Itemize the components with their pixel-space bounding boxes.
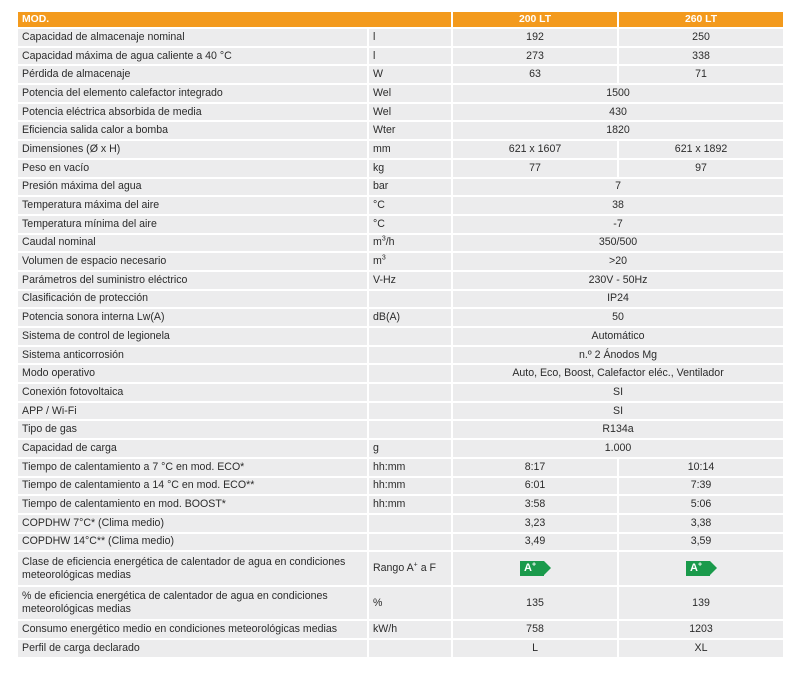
spec-value-shared: 38	[453, 197, 783, 214]
spec-label: Temperatura máxima del aire	[18, 197, 367, 214]
table-row	[18, 160, 783, 177]
spec-label: Tiempo de calentamiento a 7 °C en mod. ECO*	[18, 459, 367, 476]
model-header: MOD.	[18, 12, 451, 27]
table-row	[18, 515, 783, 532]
unit-suffix: /h	[385, 236, 395, 249]
spec-label: Modo operativo	[18, 365, 367, 382]
spec-label: Clase de eficiencia energética de calentador de agua en condiciones meteorológicas medias	[18, 552, 367, 585]
spec-value-260: 139	[619, 587, 783, 620]
unit-suffix: a F	[417, 562, 436, 574]
spec-unit	[369, 384, 451, 401]
spec-value-shared: 1500	[453, 85, 783, 102]
spec-value-shared: 350/500	[453, 235, 783, 252]
spec-unit: V-Hz	[369, 272, 451, 289]
spec-value-shared: SI	[453, 384, 783, 401]
spec-value-200: 758	[453, 621, 617, 638]
table-row	[18, 534, 783, 551]
spec-value-200: 63	[453, 66, 617, 83]
table-row	[18, 587, 783, 620]
spec-label: Pérdida de almacenaje	[18, 66, 367, 83]
table-row	[18, 384, 783, 401]
spec-unit: l	[369, 29, 451, 46]
spec-value-shared: Automático	[453, 328, 783, 345]
spec-value-260: 338	[619, 48, 783, 65]
table-row	[18, 48, 783, 65]
spec-value-200: 621 x 1607	[453, 141, 617, 158]
table-row	[18, 291, 783, 308]
specifications-table	[16, 10, 785, 659]
table-row	[18, 85, 783, 102]
table-row	[18, 365, 783, 382]
spec-value-shared: 1820	[453, 122, 783, 139]
spec-unit	[369, 421, 451, 438]
spec-unit	[369, 347, 451, 364]
spec-value-200: 135	[453, 587, 617, 620]
energy-class-letter: A	[690, 562, 698, 574]
spec-value-shared: 7	[453, 179, 783, 196]
table-row	[18, 197, 783, 214]
spec-label: Tiempo de calentamiento a 14 °C en mod. ECO**	[18, 478, 367, 495]
spec-label: Tipo de gas	[18, 421, 367, 438]
energy-class-plus: +	[531, 561, 537, 569]
spec-value-shared: >20	[453, 253, 783, 270]
table-row	[18, 29, 783, 46]
table-row	[18, 640, 783, 657]
spec-label: Presión máxima del agua	[18, 179, 367, 196]
spec-label: Peso en vacío	[18, 160, 367, 177]
spec-unit: Wel	[369, 85, 451, 102]
energy-class-badge	[686, 561, 710, 576]
spec-unit: hh:mm	[369, 478, 451, 495]
spec-unit: l	[369, 48, 451, 65]
spec-value-260: 1203	[619, 621, 783, 638]
spec-label: Perfil de carga declarado	[18, 640, 367, 657]
spec-value-shared: Auto, Eco, Boost, Calefactor eléc., Ventilador	[453, 365, 783, 382]
table-row	[18, 253, 783, 270]
spec-unit	[369, 253, 451, 270]
spec-unit: Wel	[369, 104, 451, 121]
spec-unit	[369, 515, 451, 532]
table-row	[18, 235, 783, 252]
table-row	[18, 179, 783, 196]
spec-value-shared: 1.000	[453, 440, 783, 457]
spec-unit: kg	[369, 160, 451, 177]
spec-unit: Wter	[369, 122, 451, 139]
unit-superscript: +	[413, 561, 418, 569]
table-body	[18, 29, 783, 657]
spec-value-260: 71	[619, 66, 783, 83]
spec-unit	[369, 640, 451, 657]
table-row	[18, 621, 783, 638]
spec-label: Capacidad de carga	[18, 440, 367, 457]
spec-value-260: 10:14	[619, 459, 783, 476]
spec-value-shared: SI	[453, 403, 783, 420]
table-row	[18, 122, 783, 139]
spec-label: Parámetros del suministro eléctrico	[18, 272, 367, 289]
table-row	[18, 141, 783, 158]
spec-unit: kW/h	[369, 621, 451, 638]
spec-value-200: 77	[453, 160, 617, 177]
spec-unit	[369, 552, 451, 585]
spec-label: Sistema de control de legionela	[18, 328, 367, 345]
header-row	[18, 12, 783, 27]
spec-value-200: 3,23	[453, 515, 617, 532]
spec-value-200: 273	[453, 48, 617, 65]
model-260-header: 260 LT	[619, 12, 783, 27]
spec-value-260: 3,59	[619, 534, 783, 551]
spec-value-200: 8:17	[453, 459, 617, 476]
table-row	[18, 216, 783, 233]
spec-value-260: 5:06	[619, 496, 783, 513]
unit-base: m	[373, 255, 382, 268]
spec-label: COPDHW 7°C* (Clima medio)	[18, 515, 367, 532]
spec-label: Potencia del elemento calefactor integrado	[18, 85, 367, 102]
spec-value-shared: -7	[453, 216, 783, 233]
spec-value-200: L	[453, 640, 617, 657]
spec-label: Sistema anticorrosión	[18, 347, 367, 364]
table-row	[18, 309, 783, 326]
spec-value-260: 621 x 1892	[619, 141, 783, 158]
table-row	[18, 104, 783, 121]
spec-label: Potencia sonora interna Lw(A)	[18, 309, 367, 326]
spec-value-260: XL	[619, 640, 783, 657]
table-row	[18, 496, 783, 513]
table-row	[18, 66, 783, 83]
spec-label: APP / Wi-Fi	[18, 403, 367, 420]
unit-superscript: 3	[381, 254, 386, 262]
spec-label: Temperatura mínima del aire	[18, 216, 367, 233]
spec-unit: %	[369, 587, 451, 620]
table-row	[18, 459, 783, 476]
spec-label: Tiempo de calentamiento en mod. BOOST*	[18, 496, 367, 513]
spec-unit: hh:mm	[369, 496, 451, 513]
spec-label: Capacidad máxima de agua caliente a 40 °C	[18, 48, 367, 65]
spec-unit	[369, 365, 451, 382]
spec-value-200	[453, 552, 617, 585]
table-header	[18, 12, 783, 27]
table-row	[18, 440, 783, 457]
spec-value-shared: 430	[453, 104, 783, 121]
spec-unit: bar	[369, 179, 451, 196]
spec-label: Conexión fotovoltaica	[18, 384, 367, 401]
spec-unit	[369, 291, 451, 308]
spec-value-260: 3,38	[619, 515, 783, 532]
spec-unit: hh:mm	[369, 459, 451, 476]
spec-unit: W	[369, 66, 451, 83]
spec-label: Potencia eléctrica absorbida de media	[18, 104, 367, 121]
energy-class-letter: A	[524, 562, 532, 574]
energy-class-plus: +	[697, 561, 703, 569]
spec-unit: °C	[369, 216, 451, 233]
table-row	[18, 272, 783, 289]
spec-label: Caudal nominal	[18, 235, 367, 252]
spec-value-260: 97	[619, 160, 783, 177]
spec-unit	[369, 235, 451, 252]
spec-unit	[369, 328, 451, 345]
table-row	[18, 328, 783, 345]
spec-label: Capacidad de almacenaje nominal	[18, 29, 367, 46]
spec-value-shared: IP24	[453, 291, 783, 308]
spec-unit	[369, 403, 451, 420]
unit-base: m	[373, 236, 382, 249]
spec-value-260: 7:39	[619, 478, 783, 495]
spec-value-shared: 230V - 50Hz	[453, 272, 783, 289]
spec-value-shared: 50	[453, 309, 783, 326]
spec-label: Volumen de espacio necesario	[18, 253, 367, 270]
model-200-header: 200 LT	[453, 12, 617, 27]
spec-unit: g	[369, 440, 451, 457]
spec-label: Eficiencia salida calor a bomba	[18, 122, 367, 139]
spec-label: % de eficiencia energética de calentador de agua en condiciones meteorológicas medias	[18, 587, 367, 620]
spec-unit	[369, 534, 451, 551]
table-row	[18, 403, 783, 420]
table-row	[18, 478, 783, 495]
spec-value-200: 3,49	[453, 534, 617, 551]
spec-label: Consumo energético medio en condiciones meteorológicas medias	[18, 621, 367, 638]
spec-value-shared: n.º 2 Ánodos Mg	[453, 347, 783, 364]
spec-value-200: 3:58	[453, 496, 617, 513]
spec-unit: mm	[369, 141, 451, 158]
unit-base: Rango A	[373, 562, 414, 574]
table-row	[18, 347, 783, 364]
spec-value-200: 6:01	[453, 478, 617, 495]
spec-unit: °C	[369, 197, 451, 214]
spec-label: Clasificación de protección	[18, 291, 367, 308]
spec-unit: dB(A)	[369, 309, 451, 326]
table-row	[18, 421, 783, 438]
spec-value-200: 192	[453, 29, 617, 46]
spec-value-260	[619, 552, 783, 585]
unit-superscript: 3	[381, 235, 386, 243]
table-row	[18, 552, 783, 585]
spec-value-260: 250	[619, 29, 783, 46]
spec-label: COPDHW 14°C** (Clima medio)	[18, 534, 367, 551]
spec-value-shared: R134a	[453, 421, 783, 438]
energy-class-badge	[520, 561, 544, 576]
spec-label: Dimensiones (Ø x H)	[18, 141, 367, 158]
